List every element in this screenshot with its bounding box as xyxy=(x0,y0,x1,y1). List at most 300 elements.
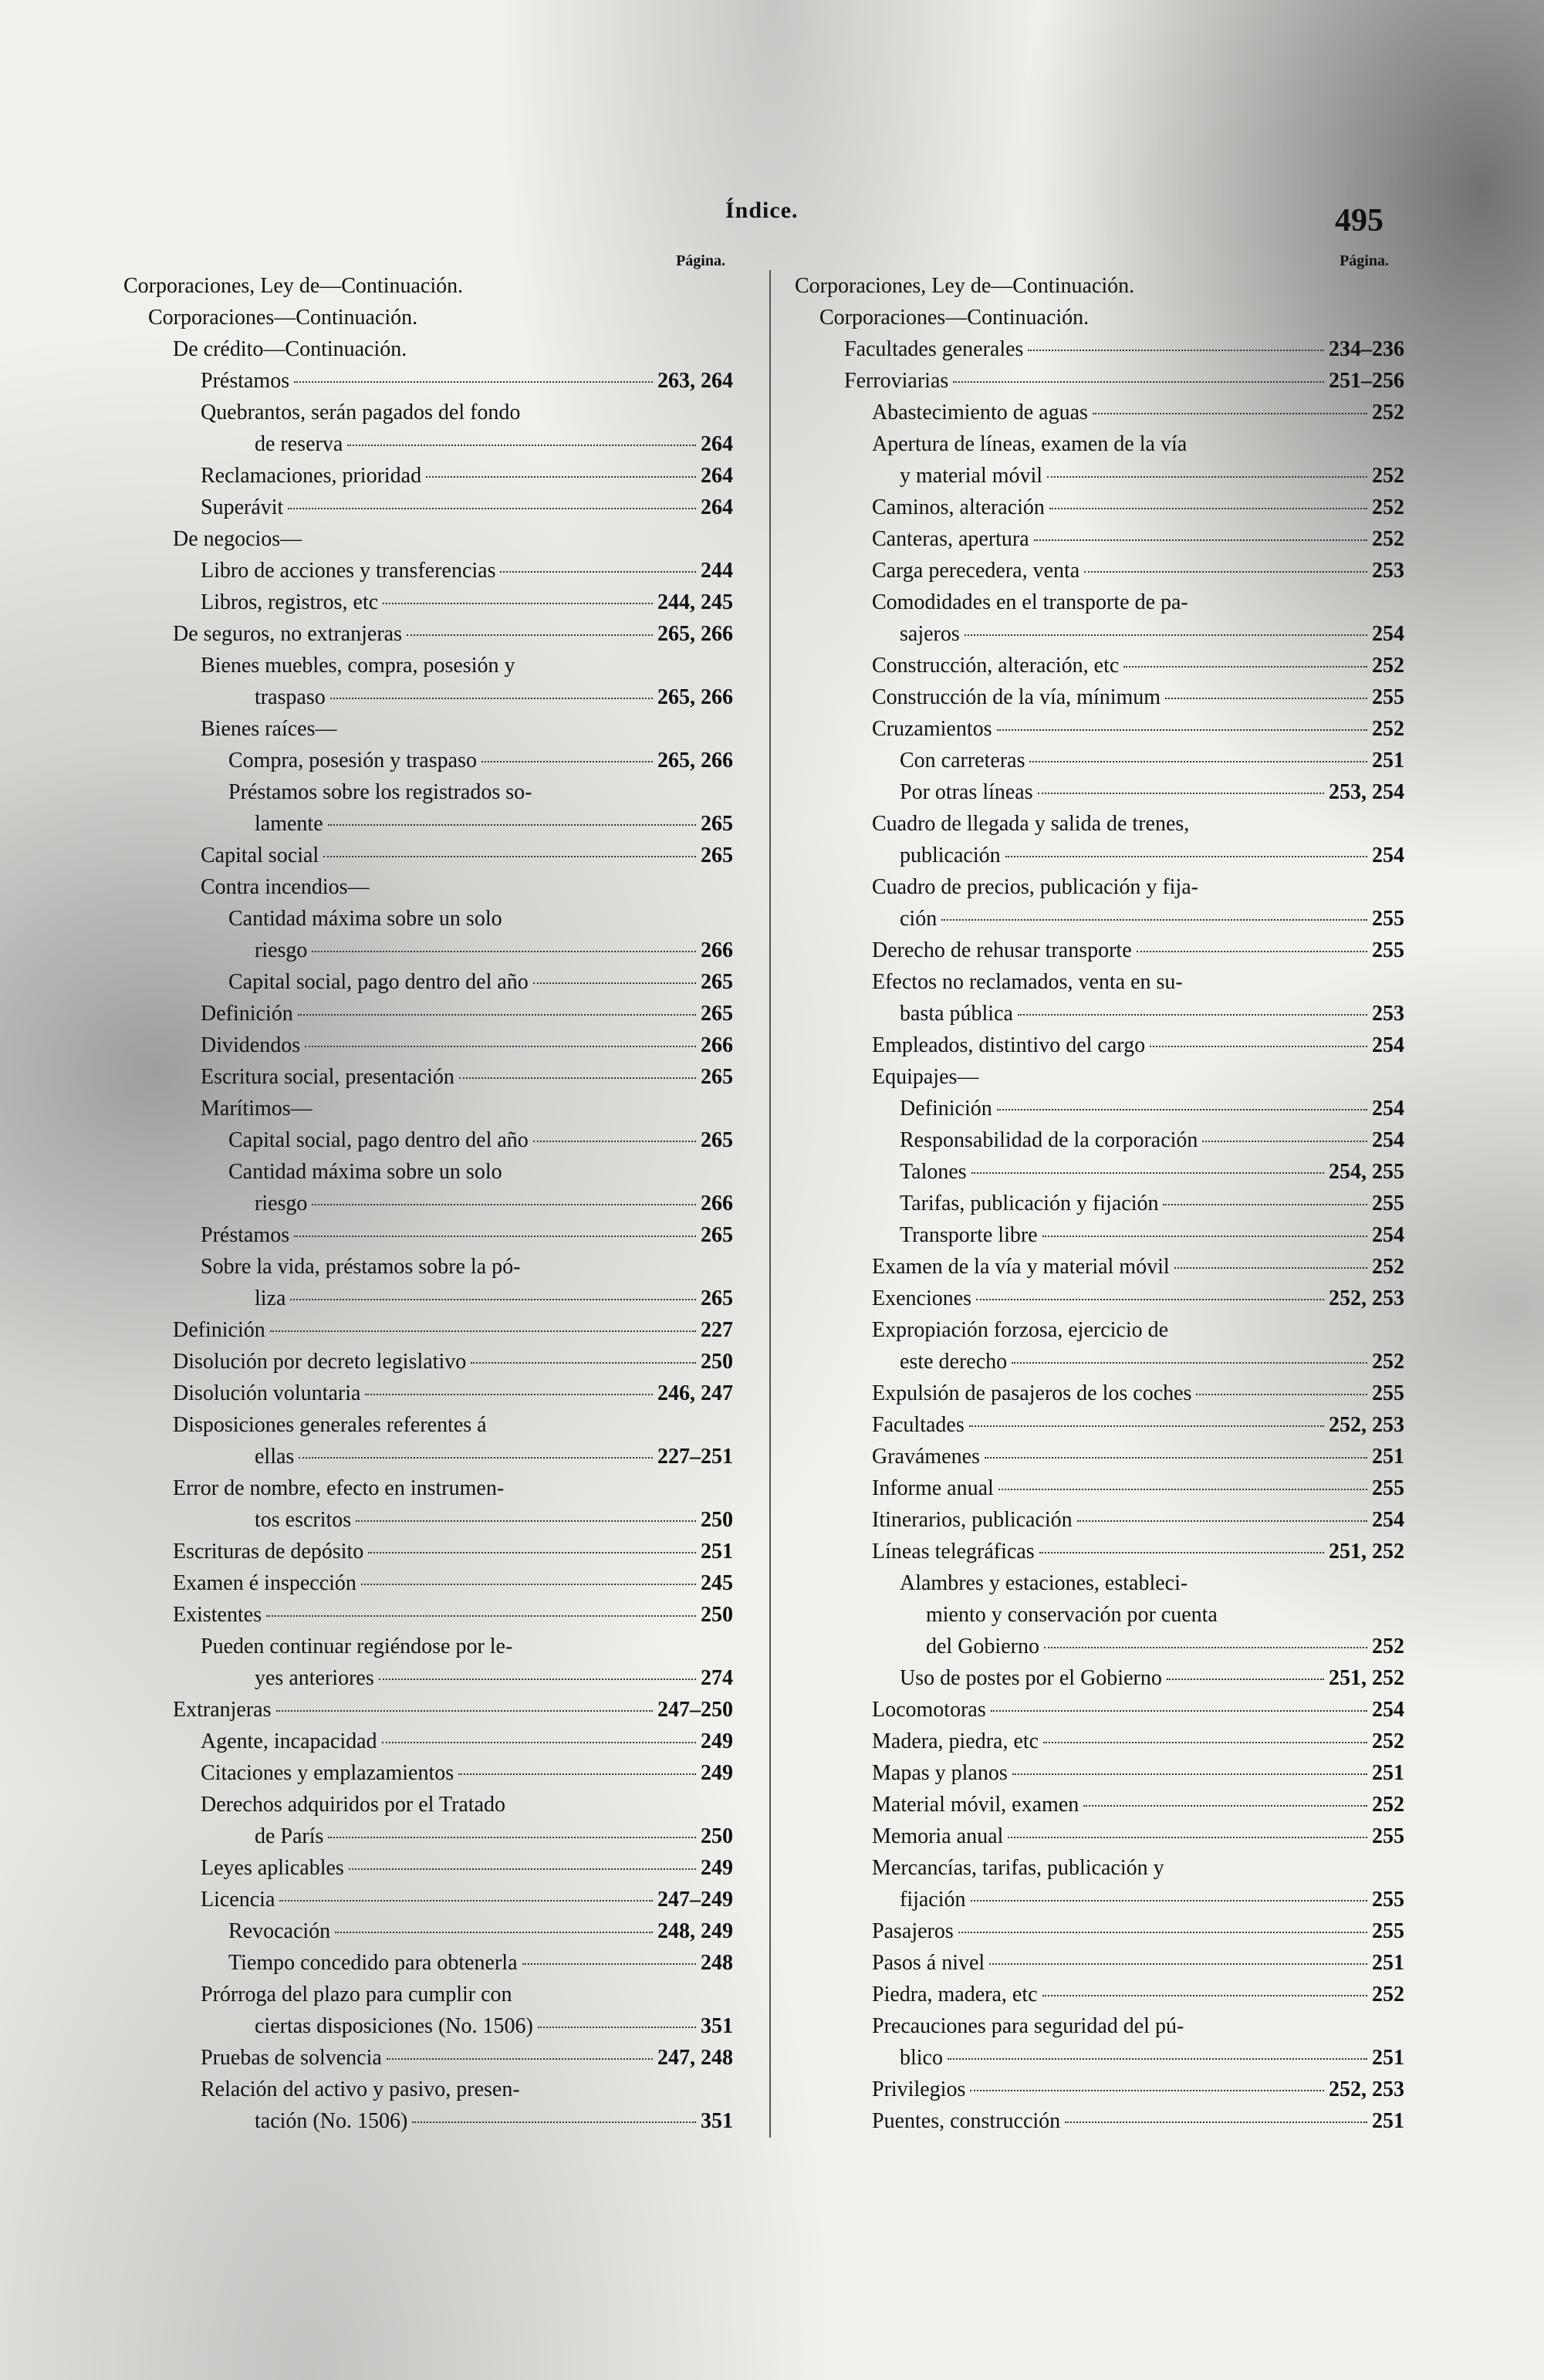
leader-dots xyxy=(1137,950,1367,952)
index-entry-text: Tarifas, publicación y fijación xyxy=(900,1192,1159,1215)
index-entry-text: Disposiciones generales referentes á xyxy=(173,1413,487,1437)
index-entry-text: Quebrantos, serán pagados del fondo xyxy=(201,401,521,424)
index-entry xyxy=(123,1061,741,1093)
leader-dots xyxy=(349,1868,696,1870)
index-entry-page: 254 xyxy=(1372,1223,1404,1247)
index-entry xyxy=(123,1409,741,1441)
index-entry-text: Sobre la vida, préstamos sobre la pó- xyxy=(201,1255,521,1279)
index-entry xyxy=(123,840,741,871)
index-entry-page: 254 xyxy=(1372,843,1404,867)
leader-dots xyxy=(976,1298,1324,1300)
index-entry xyxy=(123,460,741,492)
index-entry-page: 252 xyxy=(1372,717,1404,741)
leader-dots xyxy=(347,444,696,446)
leader-dots xyxy=(387,2057,653,2060)
leader-dots xyxy=(970,2089,1324,2091)
index-entry-page: 249 xyxy=(701,1729,733,1753)
leader-dots xyxy=(279,1899,653,1902)
leader-dots xyxy=(1043,1741,1367,1743)
index-entry xyxy=(123,966,741,998)
leader-dots xyxy=(266,1614,696,1617)
index-entry-text: del Gobierno xyxy=(926,1635,1039,1658)
leader-dots xyxy=(1029,760,1367,762)
index-entry-page: 251 xyxy=(1372,2109,1404,2133)
leader-dots xyxy=(335,1931,653,1933)
index-entry-page: 255 xyxy=(1372,1824,1404,1848)
leader-dots xyxy=(1174,1266,1367,1269)
leader-dots xyxy=(941,918,1367,921)
index-entry xyxy=(795,587,1404,618)
index-entry xyxy=(123,523,741,555)
index-entry-page: 255 xyxy=(1372,1919,1404,1943)
index-entry xyxy=(123,302,741,333)
leader-dots xyxy=(1083,1804,1367,1807)
leader-dots xyxy=(538,2026,696,2028)
leader-dots xyxy=(971,1171,1324,1174)
index-entry xyxy=(795,2042,1404,2074)
index-entry-page: 266 xyxy=(701,1192,733,1215)
index-entry xyxy=(795,1472,1404,1504)
leader-dots xyxy=(965,634,1367,636)
leader-dots xyxy=(305,1045,696,1047)
index-entry-text: Examen é inspección xyxy=(173,1571,356,1595)
index-entry-text: Corporaciones, Ley de—Continuación. xyxy=(795,274,1135,298)
index-entry-text: Privilegios xyxy=(872,2077,966,2101)
leader-dots xyxy=(368,1551,696,1553)
index-entry-text: yes anteriores xyxy=(255,1666,374,1690)
index-entry xyxy=(795,1820,1404,1852)
index-entry-text: ellas xyxy=(255,1445,295,1469)
index-entry-text: Memoria anual xyxy=(872,1824,1004,1848)
leader-dots xyxy=(958,1931,1367,1933)
index-entry xyxy=(795,1915,1404,1947)
index-entry-page: 251 xyxy=(1372,1951,1404,1975)
index-entry xyxy=(123,1599,741,1631)
index-entry-text: Responsabilidad de la corporación xyxy=(900,1128,1198,1152)
leader-dots xyxy=(481,760,653,762)
leader-dots xyxy=(533,1140,696,1142)
leader-dots xyxy=(1123,665,1367,668)
index-entry-text: Facultades generales xyxy=(844,337,1024,361)
index-entry-page: 253 xyxy=(1372,1002,1404,1026)
index-entry xyxy=(123,397,741,428)
index-entry-text: Examen de la vía y material móvil xyxy=(872,1255,1170,1279)
index-entry-text: riesgo xyxy=(255,1192,308,1215)
index-entry-text: Locomotoras xyxy=(872,1698,986,1722)
leader-dots xyxy=(1044,1646,1367,1648)
index-entry-text: Existentes xyxy=(173,1603,262,1627)
index-entry-text: Comodidades en el transporte de pa- xyxy=(872,590,1188,614)
index-entry-text: Libros, registros, etc xyxy=(201,590,379,614)
index-entry-page: 255 xyxy=(1372,1888,1404,1912)
index-entry-text: Contra incendios— xyxy=(201,875,370,899)
leader-dots xyxy=(953,380,1324,383)
index-entry xyxy=(795,460,1404,492)
index-entry-text: Pruebas de solvencia xyxy=(201,2046,382,2070)
index-entry-text: Escritura social, presentación xyxy=(201,1065,454,1089)
index-entry-text: Derecho de rehusar transporte xyxy=(872,938,1132,962)
index-entry xyxy=(123,1947,741,1979)
index-entry-text: Expropiación forzosa, ejercicio de xyxy=(872,1318,1169,1342)
index-entry xyxy=(123,2010,741,2042)
index-entry-page: 351 xyxy=(701,2014,733,2038)
index-entry-text: Citaciones y emplazamientos xyxy=(201,1761,454,1785)
index-entry-text: Capital social xyxy=(201,843,319,867)
index-entry xyxy=(795,523,1404,555)
index-entry xyxy=(123,1283,741,1314)
index-entry xyxy=(123,1820,741,1852)
index-entry-text: Escrituras de depósito xyxy=(173,1540,364,1564)
index-entry-text: Marítimos— xyxy=(201,1097,313,1121)
index-entry-text: Piedra, madera, etc xyxy=(872,1983,1038,2006)
index-entry-page: 249 xyxy=(701,1761,733,1785)
leader-dots xyxy=(328,823,696,826)
index-entry xyxy=(795,1029,1404,1061)
index-entry-text: Efectos no reclamados, venta en su- xyxy=(872,970,1183,994)
index-entry xyxy=(123,1852,741,1884)
leader-dots xyxy=(312,1203,696,1205)
leader-dots xyxy=(1039,1551,1324,1553)
leader-dots xyxy=(382,1741,696,1743)
index-entry xyxy=(795,650,1404,681)
index-entry-text: Talones xyxy=(900,1160,967,1184)
index-entry-text: Mapas y planos xyxy=(872,1761,1008,1785)
index-entry xyxy=(795,555,1404,587)
index-entry-page: 351 xyxy=(701,2109,733,2133)
index-entry-text: Material móvil, examen xyxy=(872,1793,1079,1817)
index-entry-text: Definición xyxy=(201,1002,293,1026)
index-entry-text: Cuadro de llegada y salida de trenes, xyxy=(872,812,1190,836)
index-entry-page: 251 xyxy=(1372,2046,1404,2070)
index-entry-text: Ferroviarias xyxy=(844,369,949,393)
index-entry-text: Cruzamientos xyxy=(872,717,992,741)
index-entry-text: y material móvil xyxy=(900,464,1043,488)
index-entry xyxy=(795,1061,1404,1093)
index-entry-page: 254 xyxy=(1372,1698,1404,1722)
index-entry xyxy=(795,998,1404,1029)
leader-dots xyxy=(426,475,696,478)
index-entry-text: De seguros, no extranjeras xyxy=(173,622,403,646)
index-entry xyxy=(795,1789,1404,1820)
index-entry-page: 265 xyxy=(701,1286,733,1310)
index-entry-text: Equipajes— xyxy=(872,1065,979,1089)
index-entry-page: 252 xyxy=(1372,654,1404,678)
index-entry-page: 263, 264 xyxy=(657,369,733,393)
leader-dots xyxy=(459,1077,696,1079)
index-entry-page: 234–236 xyxy=(1329,337,1404,361)
index-entry-page: 251 xyxy=(1372,749,1404,772)
index-entry-text: Capital social, pago dentro del año xyxy=(228,970,529,994)
index-entry xyxy=(123,745,741,776)
leader-dots xyxy=(471,1361,696,1364)
index-entry xyxy=(123,2074,741,2105)
leader-dots xyxy=(997,729,1367,731)
index-entry-page: 245 xyxy=(701,1571,733,1595)
index-entry xyxy=(123,935,741,966)
leader-dots xyxy=(1196,1393,1367,1395)
index-entry xyxy=(123,587,741,618)
index-entry-page: 252 xyxy=(1372,464,1404,488)
index-entry xyxy=(123,2042,741,2074)
index-entry xyxy=(795,1124,1404,1156)
index-entry-text: Corporaciones—Continuación. xyxy=(148,306,418,330)
index-entry-text: blico xyxy=(900,2046,943,2070)
leader-dots xyxy=(299,1456,653,1459)
index-entry-page: 266 xyxy=(701,938,733,962)
index-entry xyxy=(123,1662,741,1694)
index-entry xyxy=(795,903,1404,935)
index-entry xyxy=(123,1536,741,1567)
index-entry xyxy=(795,2074,1404,2105)
index-entry-page: 255 xyxy=(1372,1476,1404,1500)
index-entry-page: 265 xyxy=(701,843,733,867)
leader-dots xyxy=(298,1013,696,1016)
index-entry-page: 250 xyxy=(701,1603,733,1627)
index-entry-page: 253, 254 xyxy=(1329,780,1404,804)
index-entry-text: tación (No. 1506) xyxy=(255,2109,408,2133)
leader-dots xyxy=(1047,475,1367,478)
index-entry-page: 266 xyxy=(701,1033,733,1057)
page-number: 495 xyxy=(1335,203,1384,238)
index-entry xyxy=(795,808,1404,840)
index-entry xyxy=(795,2105,1404,2137)
index-entry-page: 255 xyxy=(1372,907,1404,931)
index-entry xyxy=(795,365,1404,397)
index-entry xyxy=(123,1726,741,1757)
index-entry xyxy=(795,1947,1404,1979)
leader-dots xyxy=(365,1393,653,1395)
leader-dots xyxy=(1012,1773,1367,1775)
index-entry xyxy=(795,1694,1404,1726)
index-entry-page: 265 xyxy=(701,812,733,836)
index-entry-text: De crédito—Continuación. xyxy=(173,337,407,361)
index-entry-page: 248, 249 xyxy=(657,1919,733,1943)
index-entry-text: Libro de acciones y transferencias xyxy=(201,559,496,583)
index-entry-text: Préstamos sobre los registrados so- xyxy=(228,780,532,804)
leader-dots xyxy=(356,1520,696,1522)
index-entry-text: Error de nombre, efecto en instrumen- xyxy=(173,1476,505,1500)
index-entry-text: Reclamaciones, prioridad xyxy=(201,464,422,488)
index-entry xyxy=(123,2105,741,2137)
index-entry-text: riesgo xyxy=(255,938,308,962)
index-entry xyxy=(123,1029,741,1061)
index-entry xyxy=(795,1378,1404,1409)
index-entry-page: 227 xyxy=(701,1318,733,1342)
index-entry-page: 252 xyxy=(1372,1350,1404,1374)
index-entry-page: 252 xyxy=(1372,527,1404,551)
index-entry-page: 265 xyxy=(701,1065,733,1089)
index-column-right xyxy=(795,252,1404,2137)
index-entry-text: Abastecimiento de aguas xyxy=(872,401,1088,424)
index-entry-page: 255 xyxy=(1372,938,1404,962)
index-entry xyxy=(123,1789,741,1820)
index-entry-text: Informe anual xyxy=(872,1476,994,1500)
index-entry-page: 255 xyxy=(1372,1381,1404,1405)
index-entry xyxy=(123,903,741,935)
index-entry-text: Precauciones para seguridad del pú- xyxy=(872,2014,1184,2038)
leader-dots xyxy=(969,1425,1324,1427)
index-entry-page: 251 xyxy=(1372,1445,1404,1469)
index-entry-page: 251 xyxy=(1372,1761,1404,1785)
index-entry xyxy=(795,1504,1404,1536)
index-entry xyxy=(123,871,741,903)
index-entry xyxy=(795,1757,1404,1789)
index-entry-text: este derecho xyxy=(900,1350,1008,1374)
index-entry xyxy=(795,1156,1404,1188)
index-entry-page: 244 xyxy=(701,559,733,583)
leader-dots xyxy=(458,1773,696,1775)
leader-dots xyxy=(991,1709,1367,1712)
index-entry-text: Apertura de líneas, examen de la vía xyxy=(872,432,1188,456)
index-entry-page: 254 xyxy=(1372,1033,1404,1057)
running-head: Índice. xyxy=(725,198,799,223)
index-entry xyxy=(123,1915,741,1947)
index-entry-text: Facultades xyxy=(872,1413,965,1437)
index-entry-text: Itinerarios, publicación xyxy=(872,1508,1073,1532)
index-entry-page: 255 xyxy=(1372,685,1404,709)
index-entry xyxy=(795,1631,1404,1662)
index-entry xyxy=(795,1726,1404,1757)
index-entry-page: 265 xyxy=(701,970,733,994)
index-entry-page: 251 xyxy=(701,1540,733,1564)
index-entry xyxy=(123,365,741,397)
index-entry xyxy=(123,998,741,1029)
index-entry-text: Gravámenes xyxy=(872,1445,980,1469)
leader-dots xyxy=(985,1456,1367,1459)
index-entry-text: de París xyxy=(255,1824,324,1848)
index-entry-text: Disolución voluntaria xyxy=(173,1381,361,1405)
leader-dots xyxy=(1005,855,1367,857)
index-entry xyxy=(795,1314,1404,1346)
index-entry-text: Cantidad máxima sobre un solo xyxy=(228,1160,502,1184)
index-entry xyxy=(123,1441,741,1472)
index-entry xyxy=(123,1346,741,1378)
index-entry xyxy=(795,1283,1404,1314)
index-entry xyxy=(123,1884,741,1915)
index-entry-text: Expulsión de pasajeros de los coches xyxy=(872,1381,1192,1405)
index-entry xyxy=(795,1346,1404,1378)
index-entry xyxy=(795,1662,1404,1694)
index-entry-text: de reserva xyxy=(255,432,343,456)
index-entry-page: 247–249 xyxy=(657,1888,733,1912)
index-entry xyxy=(795,776,1404,808)
index-entry xyxy=(795,1979,1404,2010)
leader-dots xyxy=(412,2121,696,2123)
index-entry-text: Líneas telegráficas xyxy=(872,1540,1035,1564)
index-entry-page: 265, 266 xyxy=(657,749,733,772)
index-entry-page: 264 xyxy=(701,432,733,456)
index-entry-text: Uso de postes por el Gobierno xyxy=(900,1666,1162,1690)
index-entry-page: 265 xyxy=(701,1002,733,1026)
index-entry xyxy=(123,1472,741,1504)
index-entry xyxy=(123,1124,741,1156)
index-entry-text: ciertas disposiciones (No. 1506) xyxy=(255,2014,533,2038)
index-entry xyxy=(795,745,1404,776)
index-entry xyxy=(795,397,1404,428)
index-entry-text: tos escritos xyxy=(255,1508,352,1532)
leader-dots xyxy=(323,855,696,857)
index-entry-text: Disolución por decreto legislativo xyxy=(173,1350,467,1374)
index-entry-text: Préstamos xyxy=(201,1223,290,1247)
index-entry-text: traspaso xyxy=(255,685,326,709)
leader-dots xyxy=(1049,507,1367,509)
index-entry-text: basta pública xyxy=(900,1002,1013,1026)
index-entry xyxy=(795,618,1404,650)
leader-dots xyxy=(407,634,653,636)
index-entry-text: Agente, incapacidad xyxy=(201,1729,377,1753)
index-entry xyxy=(795,1251,1404,1283)
pagina-label: Página. xyxy=(676,252,725,269)
index-entry xyxy=(123,270,741,302)
index-entry-text: Dividendos xyxy=(201,1033,301,1057)
index-entry-text: Pueden continuar regiéndose por le- xyxy=(201,1635,513,1658)
index-entry xyxy=(795,1599,1404,1631)
leader-dots xyxy=(998,1488,1367,1490)
index-entry xyxy=(123,650,741,681)
index-entry xyxy=(795,1441,1404,1472)
leader-dots xyxy=(1028,349,1324,351)
index-entry-page: 246, 247 xyxy=(657,1381,733,1405)
pagina-label: Página. xyxy=(1340,252,1389,269)
index-entry xyxy=(123,808,741,840)
index-entry xyxy=(123,618,741,650)
index-entry-text: Mercancías, tarifas, publicación y xyxy=(872,1856,1164,1880)
index-entry-page: 265, 266 xyxy=(657,622,733,646)
index-entry-text: miento y conservación por cuenta xyxy=(926,1603,1218,1627)
leader-dots xyxy=(1150,1045,1367,1047)
index-entry xyxy=(795,492,1404,523)
leader-dots xyxy=(971,1899,1367,1902)
leader-dots xyxy=(270,1330,696,1332)
index-entry-text: Leyes aplicables xyxy=(201,1856,344,1880)
index-entry-page: 253 xyxy=(1372,559,1404,583)
leader-dots xyxy=(522,1962,696,1965)
leader-dots xyxy=(1202,1140,1367,1142)
index-entry-text: Pasos á nivel xyxy=(872,1951,985,1975)
index-entry-page: 265, 266 xyxy=(657,685,733,709)
index-entry xyxy=(123,555,741,587)
index-entry-text: Prórroga del plazo para cumplir con xyxy=(201,1983,512,2006)
index-entry-text: publicación xyxy=(900,843,1001,867)
leader-dots xyxy=(1093,412,1367,414)
leader-dots xyxy=(383,602,653,604)
leader-dots xyxy=(288,507,696,509)
leader-dots xyxy=(1012,1361,1367,1364)
index-entry-text: Corporaciones—Continuación. xyxy=(819,306,1090,330)
leader-dots xyxy=(276,1709,654,1712)
index-entry-page: 252 xyxy=(1372,1729,1404,1753)
index-entry xyxy=(795,270,1404,302)
index-entry-page: 265 xyxy=(701,1223,733,1247)
index-entry-text: Por otras líneas xyxy=(900,780,1033,804)
index-entry xyxy=(795,333,1404,365)
index-entry-page: 244, 245 xyxy=(657,590,733,614)
index-entry-page: 252 xyxy=(1372,401,1404,424)
leader-dots xyxy=(1042,1994,1367,1996)
index-entry-text: Definición xyxy=(173,1318,265,1342)
index-entry xyxy=(795,428,1404,460)
index-entry-text: Relación del activo y pasivo, presen- xyxy=(201,2077,520,2101)
index-entry-text: Revocación xyxy=(228,1919,331,1943)
index-entry-text: Con carreteras xyxy=(900,749,1025,772)
index-entry-text: De negocios— xyxy=(173,527,302,551)
leader-dots xyxy=(1077,1520,1367,1522)
leader-dots xyxy=(1008,1836,1367,1838)
index-entry xyxy=(123,1314,741,1346)
index-entry-text: Bienes muebles, compra, posesión y xyxy=(201,654,515,678)
index-entry-page: 251, 252 xyxy=(1329,1666,1404,1690)
index-entry xyxy=(795,1884,1404,1915)
